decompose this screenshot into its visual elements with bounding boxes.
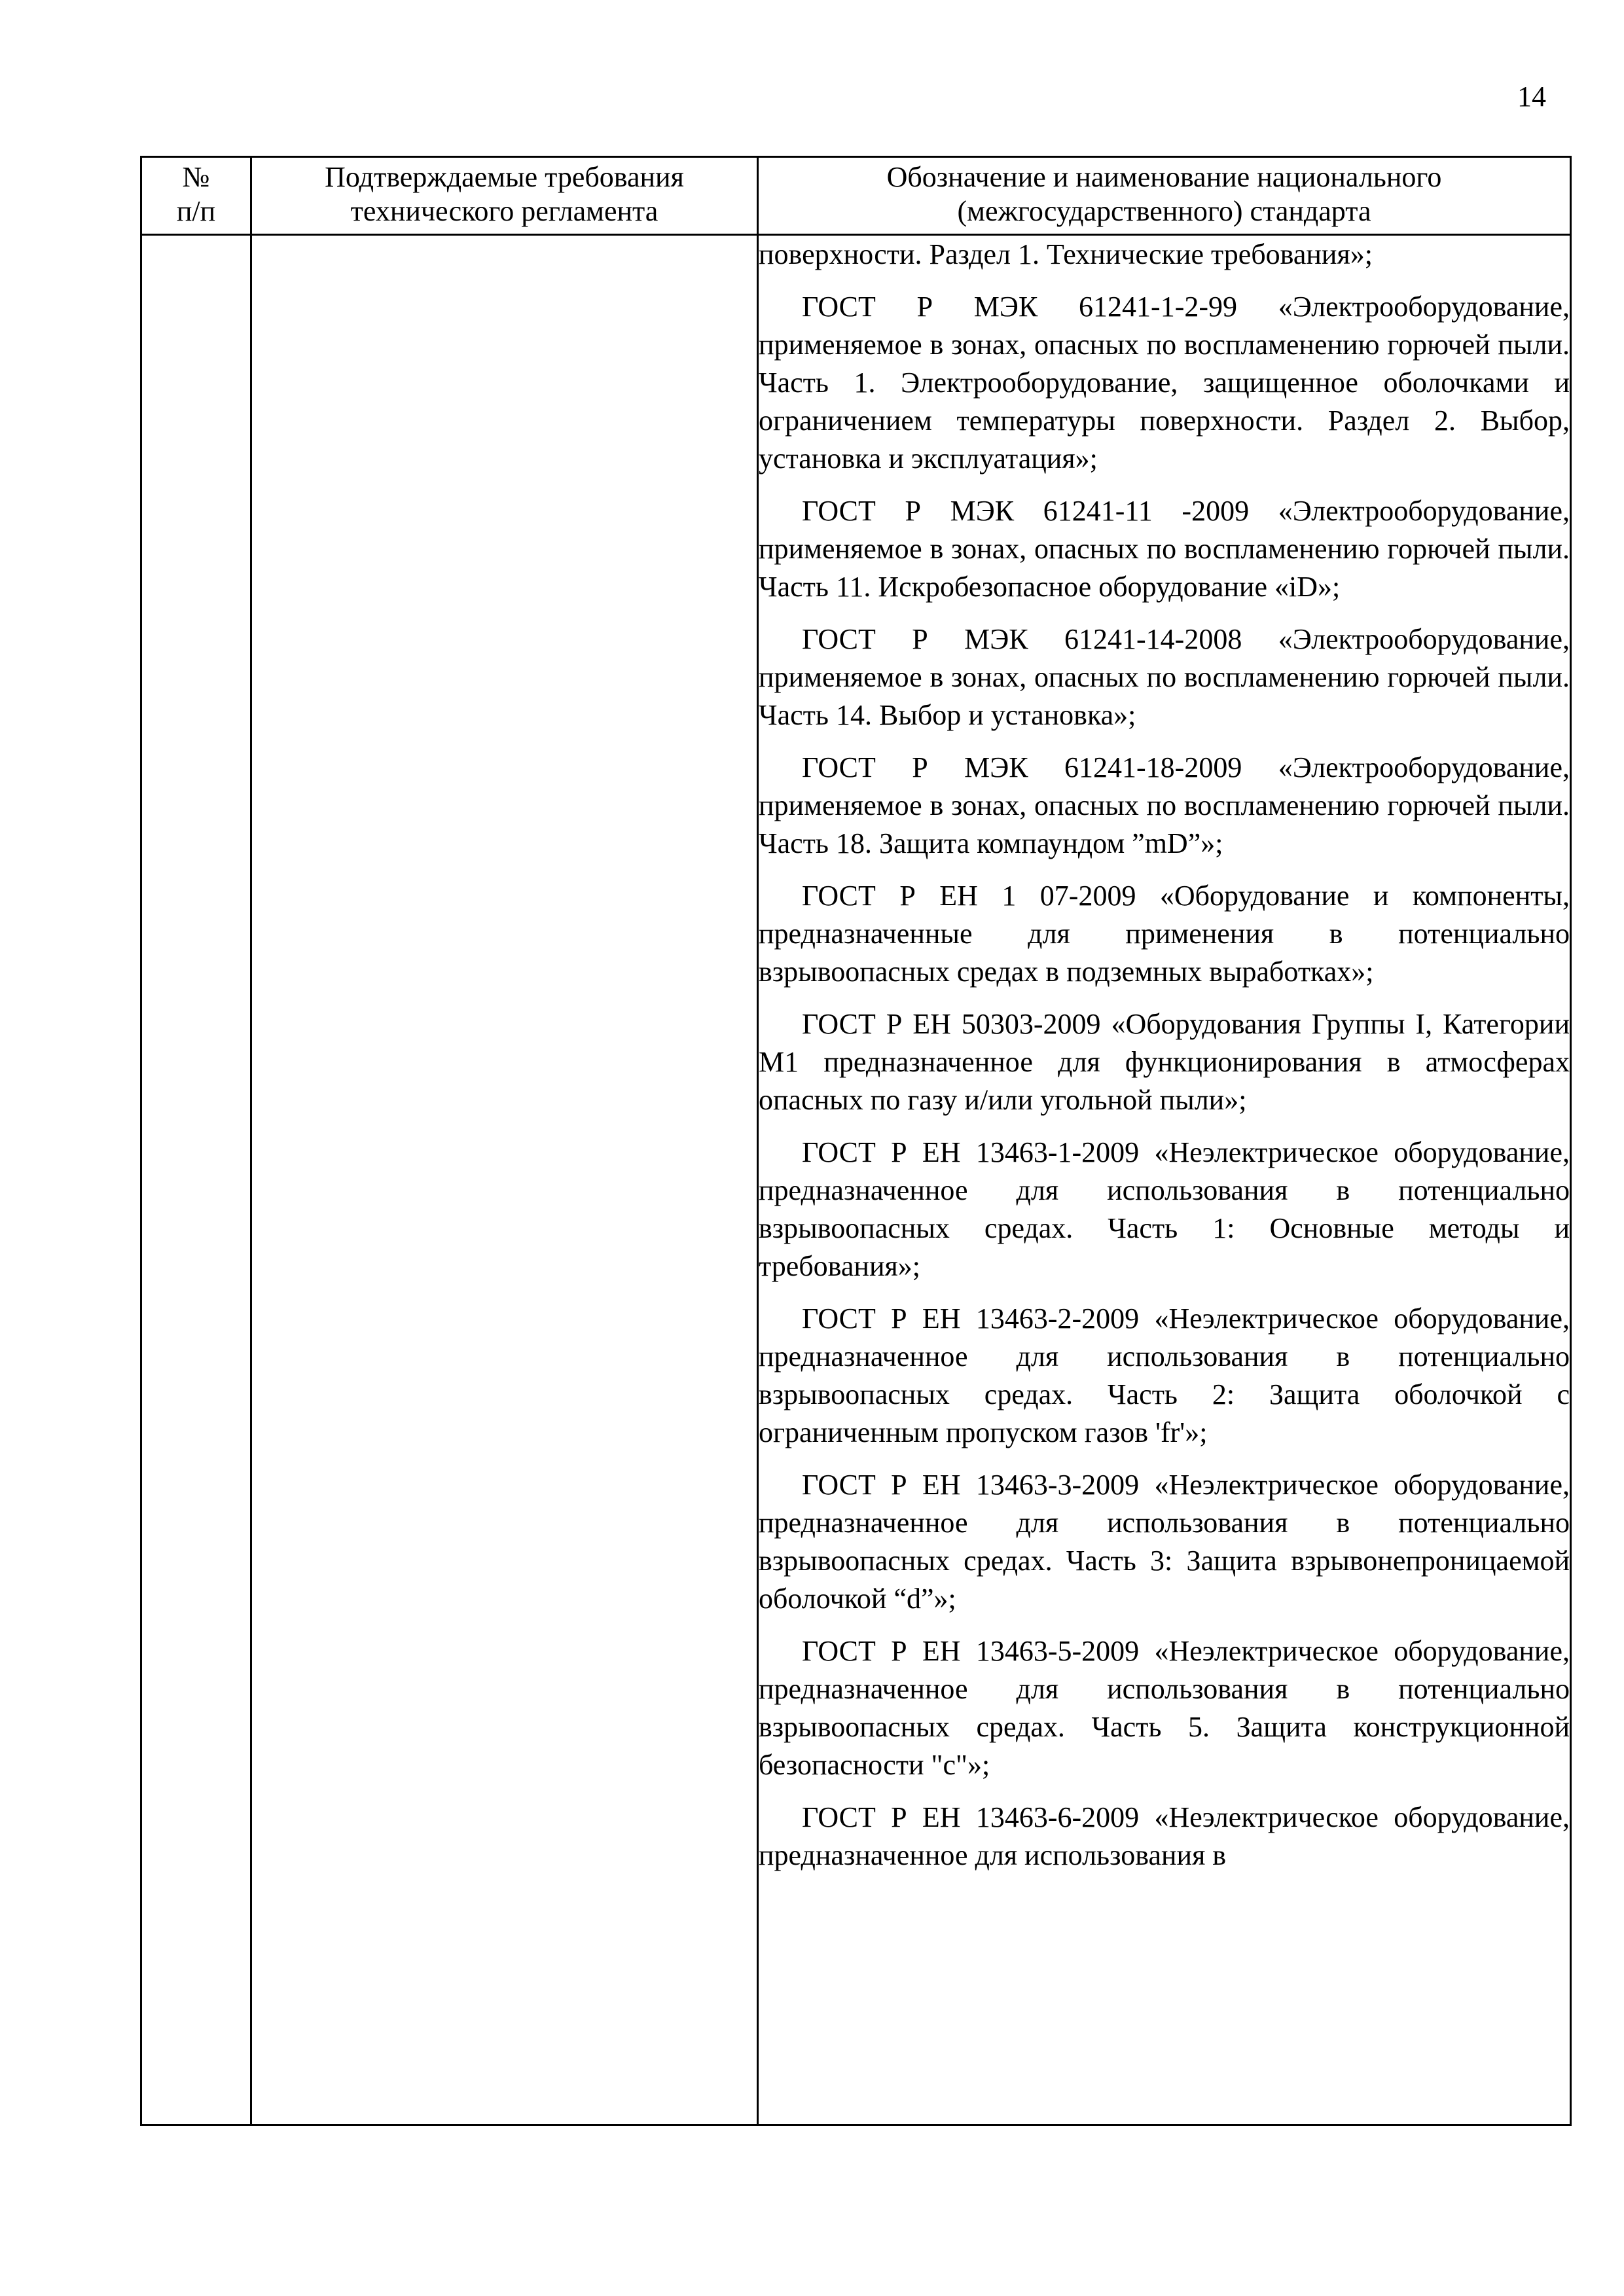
page-number: 14 xyxy=(1517,81,1546,113)
header-number-line-1: № xyxy=(182,161,210,193)
header-standard-line-1: Обозначение и наименование национального xyxy=(886,161,1442,193)
header-number-line-2: п/п xyxy=(176,195,216,227)
header-requirements-line-1: Подтверждаемые требования xyxy=(325,161,684,193)
standard-entry-11: ГОСТ Р ЕН 13463-6-2009 «Неэлектрическое оборудование, предназначенное для использования в xyxy=(759,1801,1570,1871)
standards-table xyxy=(140,156,1572,2126)
header-number xyxy=(141,157,251,235)
cell-number xyxy=(141,235,251,2125)
standard-entry-3: ГОСТ Р МЭК 61241-14-2008 «Электрооборудование, применяемое в зонах, опасных по воспламенению горючей пыли. Часть 14. Выбор и установка»; xyxy=(759,623,1570,731)
cell-standards xyxy=(758,235,1571,2125)
standard-entry-9: ГОСТ Р ЕН 13463-3-2009 «Неэлектрическое оборудование, предназначенное для использования в потенциально взрывоопасных средах. Часть 3: Защита взрывонепроницаемой оболочкой “d”»; xyxy=(759,1469,1570,1615)
header-requirements-line-2: технического регламента xyxy=(350,195,659,227)
header-standard xyxy=(758,157,1571,235)
header-standard-line-2: (межгосударственного) стандарта xyxy=(957,195,1371,227)
standard-entry-5: ГОСТ Р ЕН 1 07-2009 «Оборудование и компоненты, предназначенные для применения в потенциально взрывоопасных средах в подземных выработках»; xyxy=(759,880,1570,988)
standard-entry-4: ГОСТ Р МЭК 61241-18-2009 «Электрооборудование, применяемое в зонах, опасных по воспламенению горючей пыли. Часть 18. Защита компаундом ”mD”»; xyxy=(759,751,1570,859)
standard-entry-10: ГОСТ Р ЕН 13463-5-2009 «Неэлектрическое оборудование, предназначенное для использования в потенциально взрывоопасных средах. Часть 5. Защита конструкционной безопасности "c"»; xyxy=(759,1635,1570,1781)
header-requirements xyxy=(251,157,758,235)
standard-entry-2: ГОСТ Р МЭК 61241-11 -2009 «Электрооборудование, применяемое в зонах, опасных по воспламенению горючей пыли. Часть 11. Искробезопасное оборудование «iD»; xyxy=(759,495,1570,603)
standard-entry-6: ГОСТ Р ЕН 50303-2009 «Оборудования Группы I, Категории М1 предназначенное для функционирования в атмосферах опасных по газу и/или угольной пыли»; xyxy=(759,1008,1570,1116)
standard-entry-7: ГОСТ Р ЕН 13463-1-2009 «Неэлектрическое оборудование, предназначенное для использования в потенциально взрывоопасных средах. Часть 1: Основные методы и требования»; xyxy=(759,1136,1570,1282)
standard-entry-0: поверхности. Раздел 1. Технические требования»; xyxy=(759,238,1373,270)
standard-entry-1: ГОСТ Р МЭК 61241-1-2-99 «Электрооборудование, применяемое в зонах, опасных по воспламенению горючей пыли. Часть 1. Электрооборудование, защищенное оболочками и ограничением температуры поверхности. Раздел 2. Выбор, установка и эксплуатация»; xyxy=(759,291,1570,475)
table-row xyxy=(141,235,1571,2125)
standard-entry-8: ГОСТ Р ЕН 13463-2-2009 «Неэлектрическое оборудование, предназначенное для использования в потенциально взрывоопасных средах. Часть 2: Защита оболочкой с ограниченным пропуском газов 'fr'»; xyxy=(759,1302,1570,1448)
table-header-row xyxy=(141,157,1571,235)
cell-requirements xyxy=(251,235,758,2125)
